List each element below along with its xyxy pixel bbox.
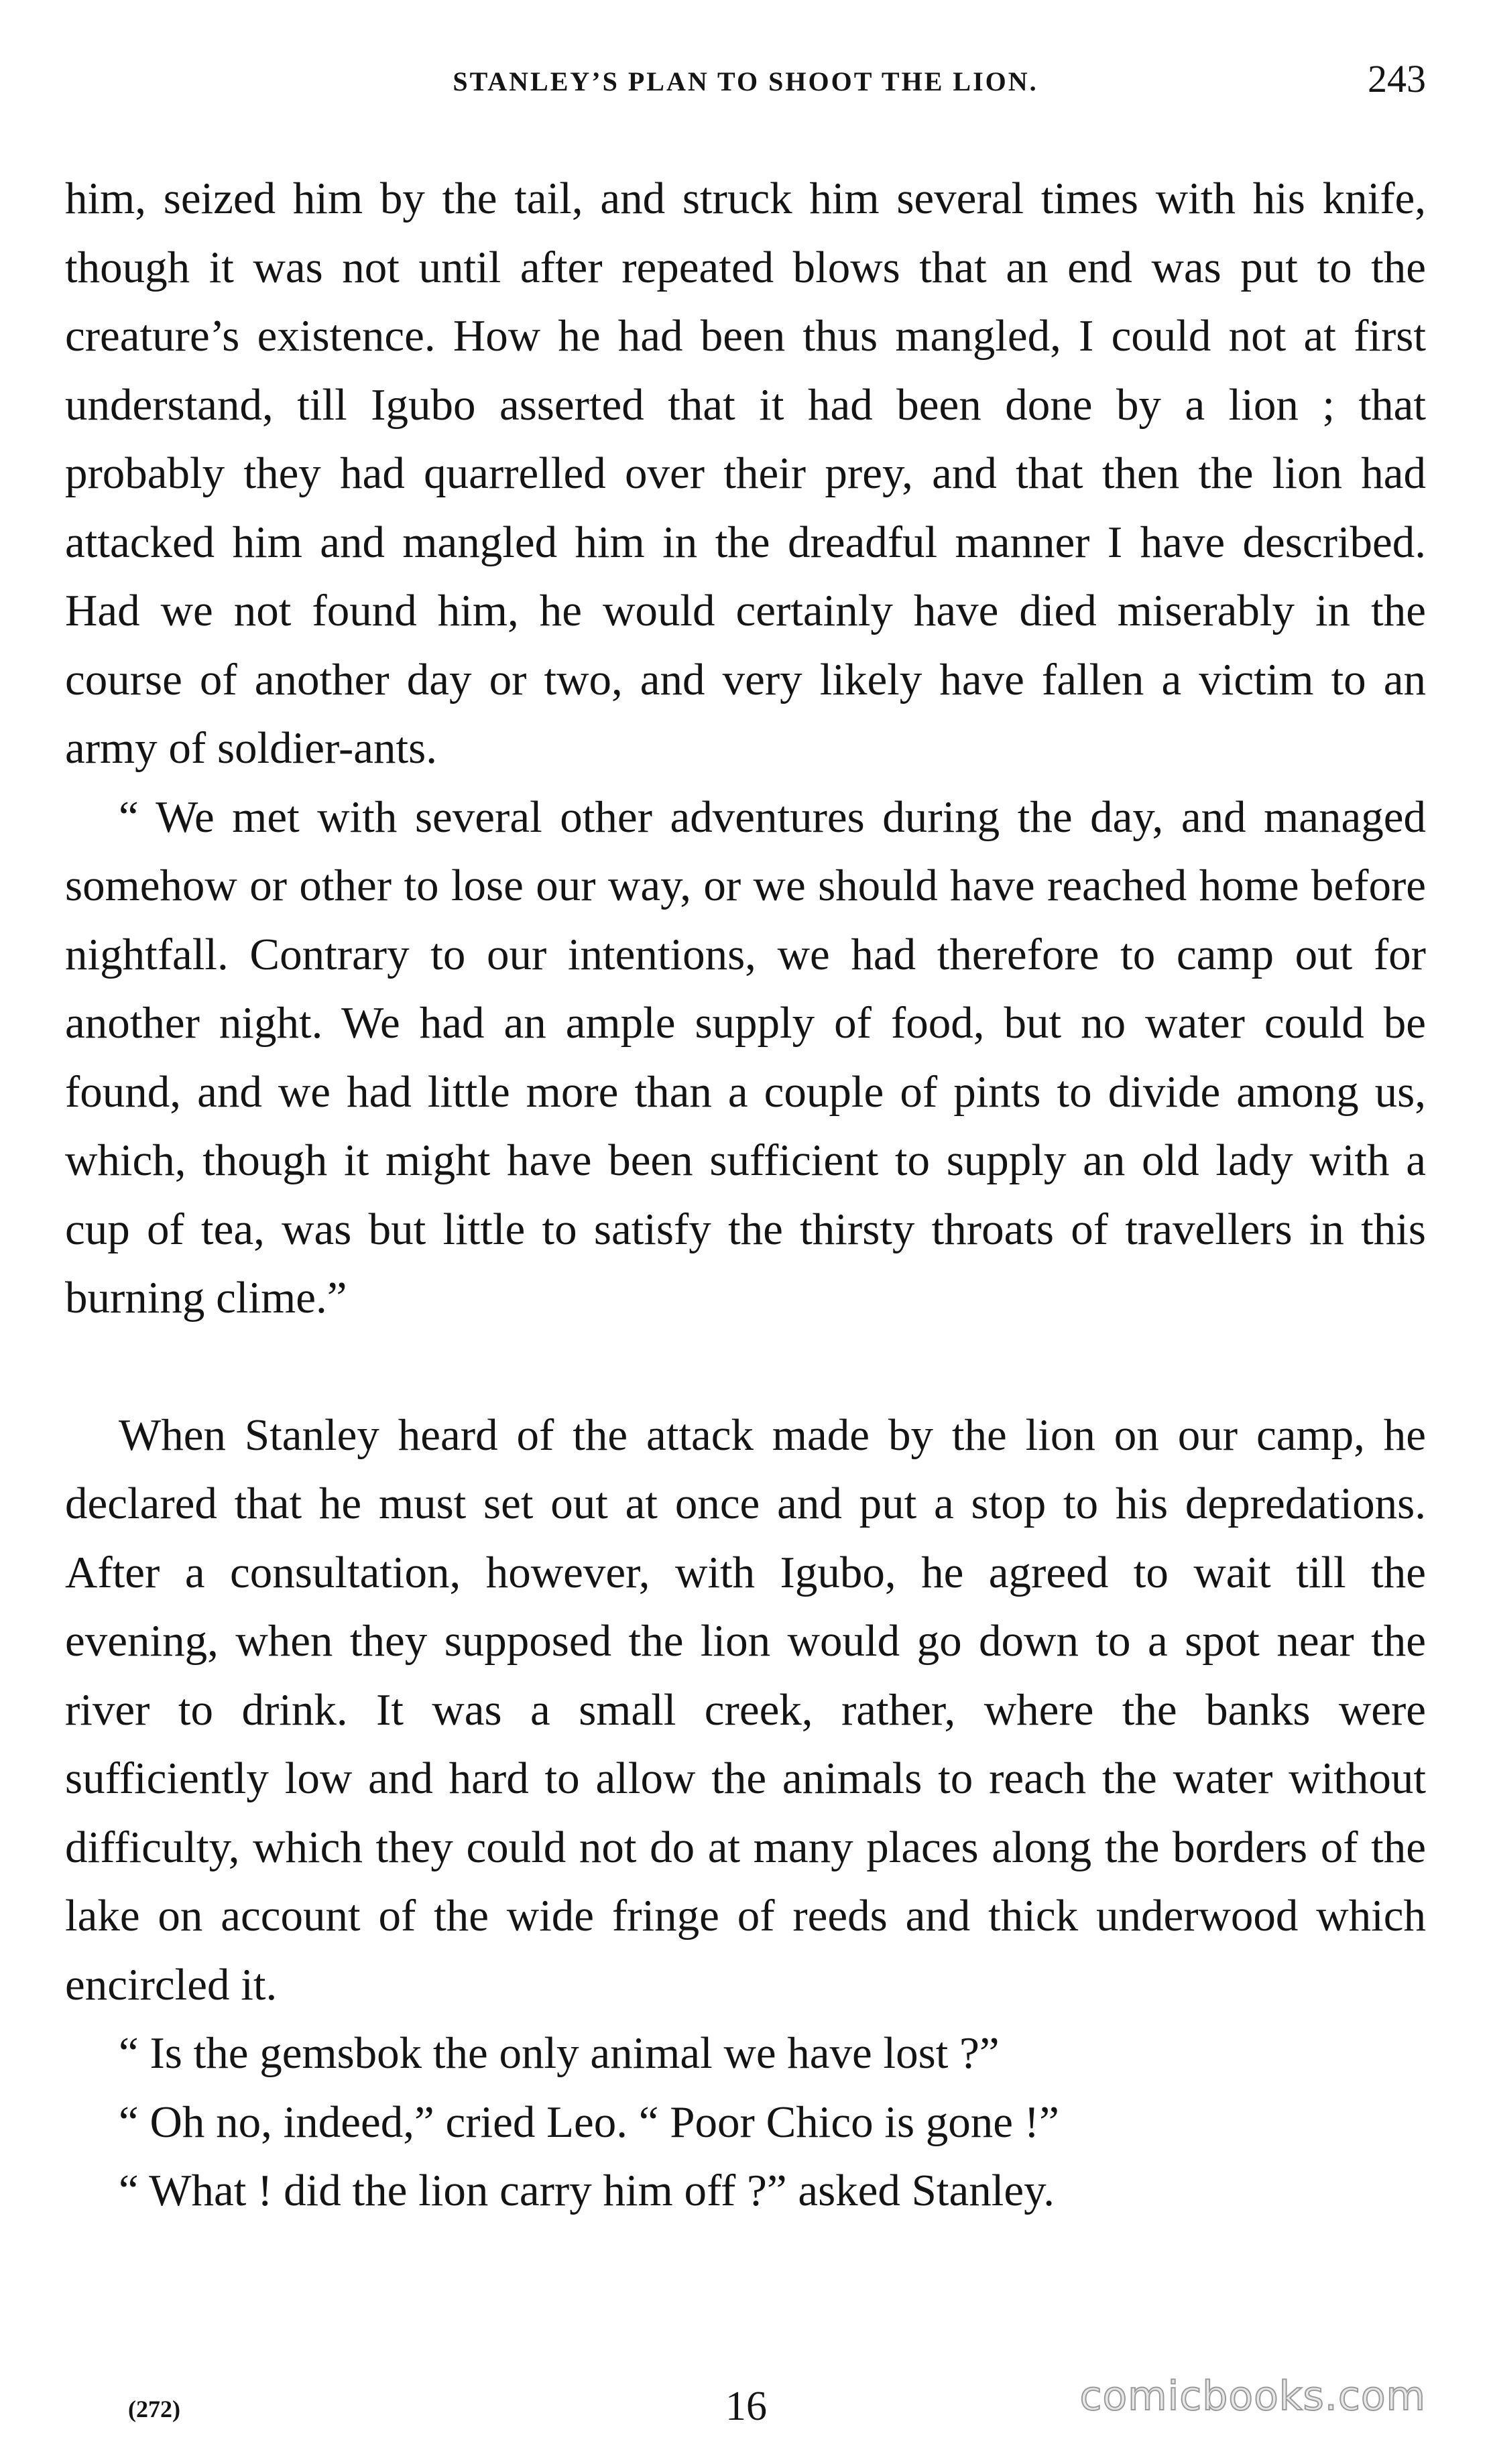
dialogue-line-chico: “ Oh no, indeed,” cried Leo. “ Poor Chico is gone !” bbox=[119, 2097, 1059, 2147]
signature-number: 16 bbox=[725, 2384, 767, 2429]
paragraph-stanley-plan: When Stanley heard of the attack made by the lion on our camp, he declared that he must set out at once and put a stop to his depredations. After a consultation, however, with Igubo, he agreed to wait till the evening, when they supposed the lion would go down to a spot near the river to drink. It was a small creek, rather, where the banks were sufficiently low and hard to allow the animals to reach the water without difficulty, which they could not do at many places along the borders of the lake on account of the wide fringe of reeds and thick underwood which encircled it. bbox=[65, 1410, 1426, 2010]
paragraph-camp-out: “ We met with several other adventures during the day, and managed somehow or other to lose our way, or we should have reached home before nightfall. Contrary to our intentions, we had therefore to camp out for another night. We had an ample supply of food, but no water could be found, and we had little more than a couple of pints to divide among us, which, though it might have been sufficient to supply an old lady with a cup of tea, was but little to satisfy the thirsty throats of travellers in this burning clime.” bbox=[65, 792, 1426, 1322]
section-break bbox=[65, 1333, 1426, 1401]
page-number: 243 bbox=[1368, 57, 1426, 101]
dialogue-line-stanley: “ What ! did the lion carry him off ?” asked Stanley. bbox=[119, 2166, 1055, 2215]
running-title: STANLEY’S PLAN TO SHOOT THE LION. bbox=[453, 66, 1038, 97]
signature-code: (272) bbox=[128, 2396, 180, 2422]
body-text bbox=[65, 164, 1426, 2225]
paragraph-lion-attack-account: him, seized him by the tail, and struck him several times with his knife, though it was not until after repeated blows that an end was put to the creature’s existence. How he had been thus mangled, I could not at first understand, till Igubo asserted that it had been done by a lion ; that probably they had quarrelled over their prey, and that then the lion had attacked him and mangled him in the dreadful manner I have described. Had we not found him, he would certainly have died miserably in the course of another day or two, and very likely have fallen a victim to an army of soldier-ants. bbox=[65, 174, 1426, 773]
watermark: comicbooks.com bbox=[1079, 2373, 1426, 2420]
page-header bbox=[65, 56, 1426, 110]
dialogue-line-gemsbok: “ Is the gemsbok the only animal we have lost ?” bbox=[119, 2028, 1000, 2078]
